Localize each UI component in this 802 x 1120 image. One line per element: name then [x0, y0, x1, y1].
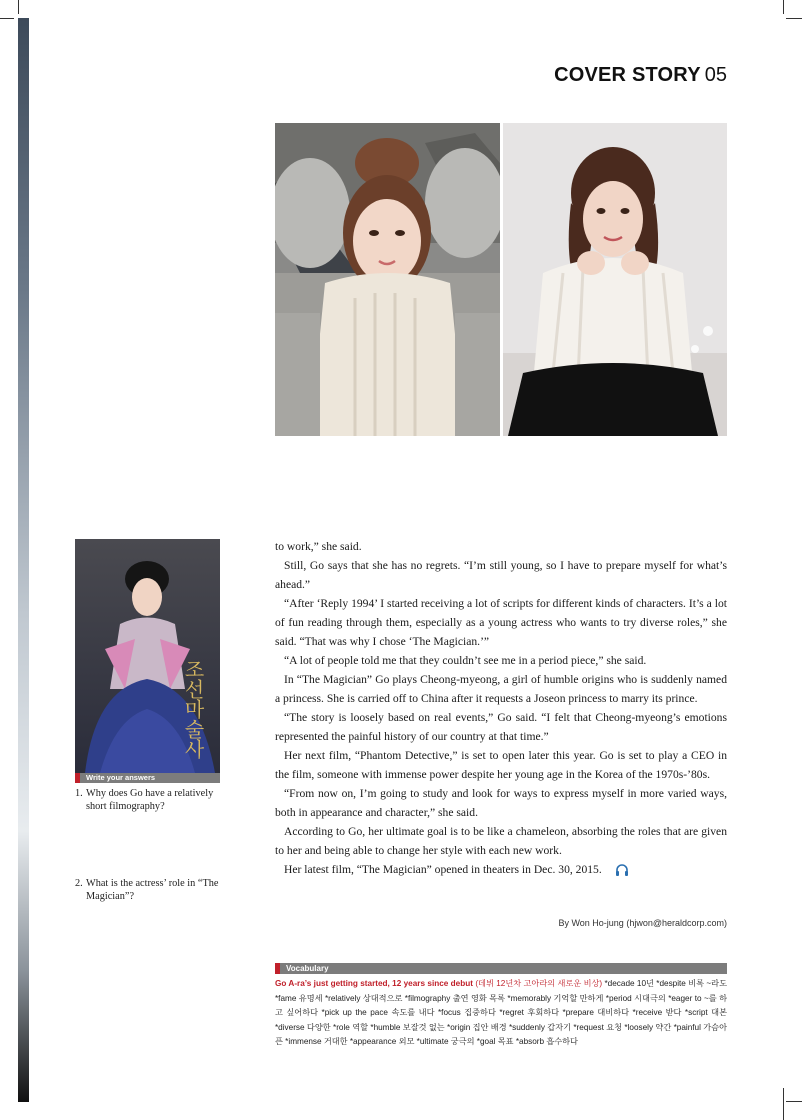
article-paragraph: “After ‘Reply 1994’ I started receiving a lot of scripts for different kinds of characters. It’s a lot of fun reading through them, especially as a young actress who wants to try diverse roles,” she said. “That was why I chose ‘The Magician.’”: [275, 597, 727, 648]
article-paragraph: “From now on, I’m going to study and look for ways to express myself in more varied ways, both in appearance and character,” she said.: [275, 787, 727, 819]
cover-photo-right: [503, 123, 727, 436]
article-paragraph: Her next film, “Phantom Detective,” is set to open later this year. Go is set to play a CEO in the film, someone with immense power despite her young age in the Korea of the 1970s-’80s.: [275, 749, 727, 781]
page-number: 05: [704, 64, 727, 86]
article-paragraph: “A lot of people told me that they couldn’t see me in a period piece,” she said.: [284, 654, 647, 667]
question-text: Why does Go have a relatively short filmography?: [86, 788, 214, 812]
magician-poster: [75, 539, 220, 773]
article-paragraph: In “The Magician” Go plays Cheong-myeong, a girl of humble origins who is suddenly named a princess. She is carried off to China after it requests a Joseon princess to marry its prince.: [275, 673, 727, 705]
poster-title: 조선마술사: [181, 659, 205, 759]
article-paragraph: to work,” she said.: [275, 540, 362, 553]
article-paragraph: “The story is loosely based on real events,” Go said. “I felt that Cheong-myeong’s emotions represented the painful history of our country at that time.”: [275, 711, 727, 743]
question-number: 2.: [75, 878, 83, 889]
crop-mark: [783, 1088, 784, 1120]
section-title: COVER STORY: [554, 64, 701, 86]
article-paragraph: Still, Go says that she has no regrets. “I’m still young, so I have to prepare myself for what’s ahead.”: [275, 559, 727, 591]
answers-heading-bar: [75, 773, 220, 783]
article-paragraph: Her latest film, “The Magician” opened in theaters in Dec. 30, 2015.: [284, 863, 602, 876]
headphone-icon[interactable]: [606, 863, 629, 882]
page-edge-bar: [18, 18, 29, 1102]
vocabulary-headline-korean: (데뷔 12년차 고아라의 새로운 비상): [475, 979, 603, 988]
vocabulary-headline: Go A-ra’s just getting started, 12 years since debut: [275, 979, 473, 988]
vocabulary-list: [275, 977, 727, 1050]
question-number: 1.: [75, 788, 83, 799]
crop-mark: [786, 18, 802, 19]
page-header: [554, 64, 727, 87]
question-item: [75, 877, 225, 903]
vocabulary-heading-bar: [275, 963, 727, 974]
crop-mark: [783, 0, 784, 14]
heading-accent: [75, 773, 80, 783]
article-last-paragraph: [275, 860, 727, 882]
question-text: What is the actress’ role in “The Magician”?: [86, 878, 219, 902]
cover-photo-left: [275, 123, 500, 436]
vocabulary-heading: Vocabulary: [286, 964, 329, 973]
article-paragraph: According to Go, her ultimate goal is to be like a chameleon, absorbing the roles that are given to her and being able to change her style with each new work.: [275, 825, 727, 857]
crop-mark: [0, 18, 14, 19]
byline: By Won Ho-jung (hjwon@heraldcorp.com): [558, 918, 727, 928]
answers-heading: Write your answers: [86, 773, 156, 782]
crop-mark: [18, 0, 19, 14]
crop-mark: [786, 1101, 802, 1102]
vocabulary-entries: *decade 10년 *despite 비록 ~라도 *fame 유명세 *relatively 상대적으로 *filmography 출연 영화 목록 *memorably 기억할 만하게 *period 시대극의 *eager to ~를 하고 싶어하다 *pick up the pace 속도를 내다 *focus 집중하다 *regret 후회하다 *prepare 대비하다 *receive 받다 *script 대본 *diverse 다양한 *role 역할 *humble 보잘것 없는 *origin 집안 배경 *suddenly 갑자기 *request 요청 *loosely 약간 *painful 가슴아픈 *immense 거대한 *appearance 외모 *ultimate 궁극의 *goal 목표 *absorb 흡수하다: [275, 979, 727, 1046]
heading-accent: [275, 963, 280, 974]
question-item: [75, 787, 225, 813]
article-body: [275, 537, 727, 882]
